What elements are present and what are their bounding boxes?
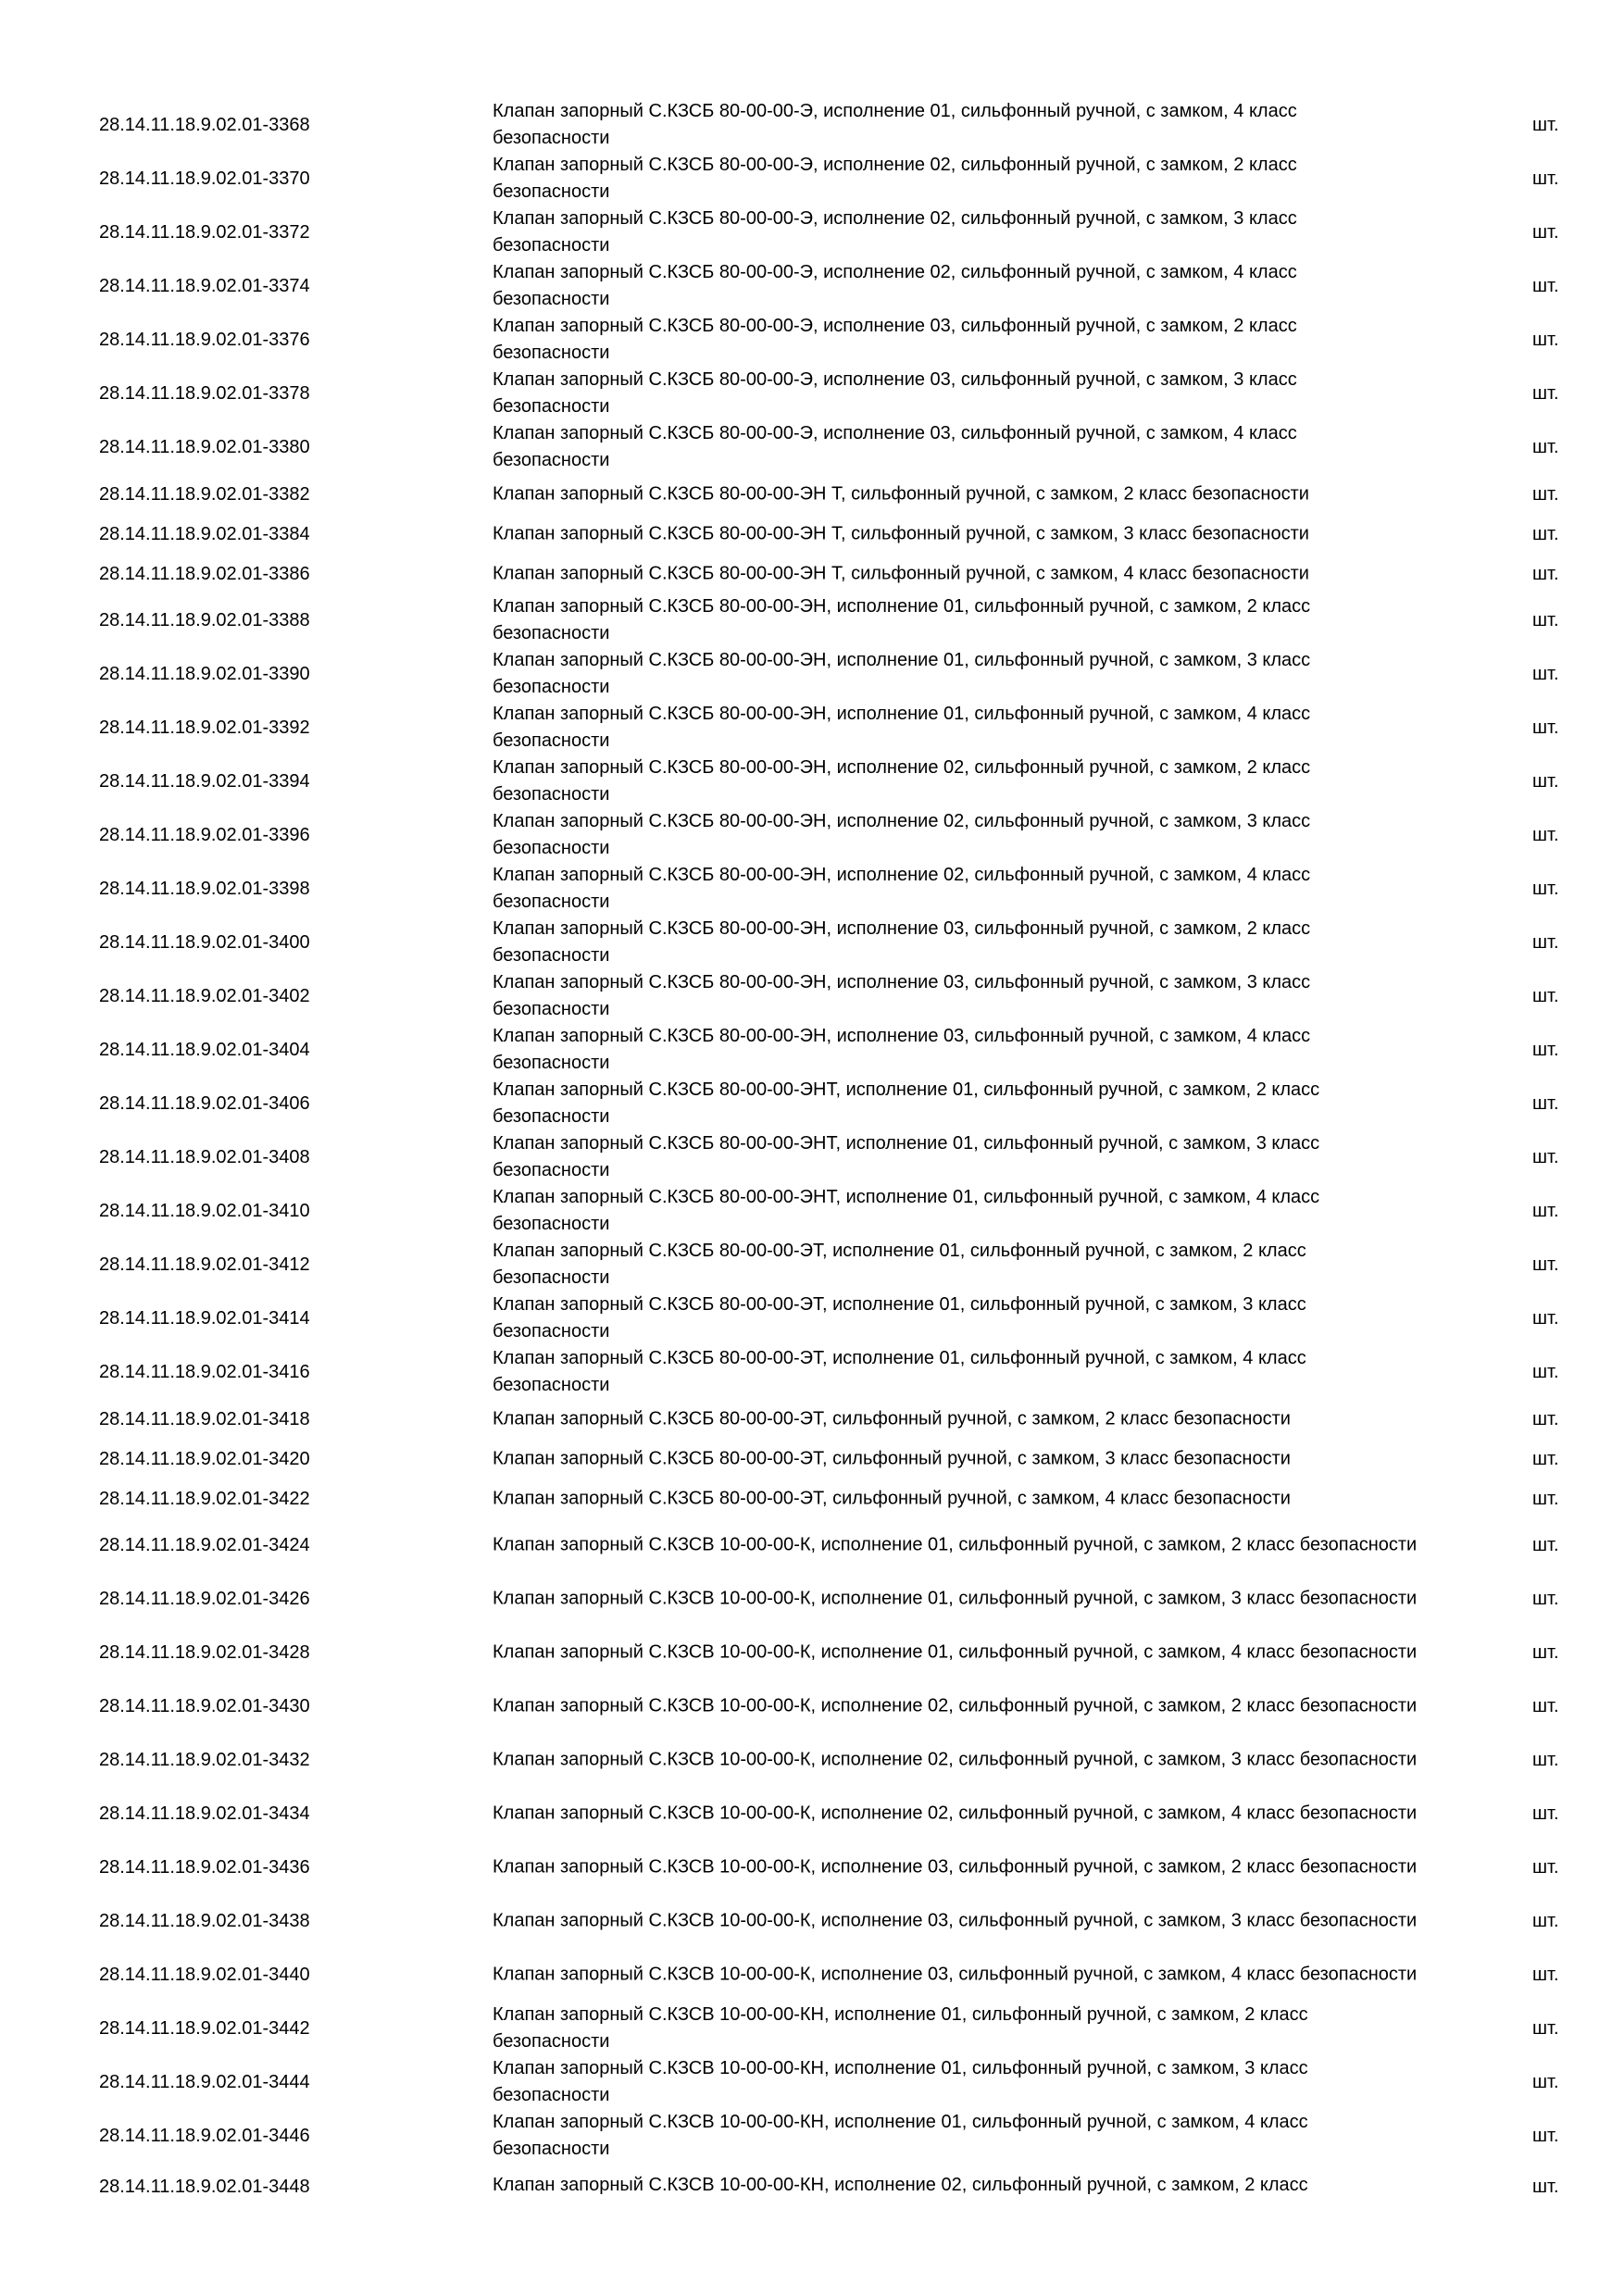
item-code: 28.14.11.18.9.02.01-3384 xyxy=(99,523,310,544)
item-unit: шт. xyxy=(1532,1254,1559,1275)
item-code: 28.14.11.18.9.02.01-3430 xyxy=(99,1696,310,1716)
table-row xyxy=(0,1733,1624,1787)
table-row xyxy=(0,514,1624,554)
item-code: 28.14.11.18.9.02.01-3394 xyxy=(99,771,310,792)
item-unit: шт. xyxy=(1532,1448,1559,1469)
item-description: Клапан запорный С.КЗСВ 10-00-00-К, исполнение 03, сильфонный ручной, с замком, 3 класс безопасности xyxy=(493,1910,1418,1931)
item-code: 28.14.11.18.9.02.01-3414 xyxy=(99,1308,310,1329)
item-description: Клапан запорный С.КЗСВ 10-00-00-К, исполнение 02, сильфонный ручной, с замком, 3 класс безопасности xyxy=(493,1749,1418,1770)
item-description: Клапан запорный С.КЗСБ 80-00-00-ЭТ, исполнение 01, сильфонный ручной, с замком, 3 класс безопасности xyxy=(493,1294,1306,1341)
table-row xyxy=(0,1077,1624,1130)
table-row xyxy=(0,1787,1624,1841)
item-code: 28.14.11.18.9.02.01-3420 xyxy=(99,1448,310,1469)
item-unit: шт. xyxy=(1532,1040,1559,1060)
item-code: 28.14.11.18.9.02.01-3378 xyxy=(99,383,310,404)
table-row xyxy=(0,1894,1624,1948)
item-code: 28.14.11.18.9.02.01-3426 xyxy=(99,1589,310,1609)
table-row xyxy=(0,1518,1624,1572)
price-table xyxy=(0,98,1624,2203)
item-unit: шт. xyxy=(1532,1147,1559,1167)
item-unit: шт. xyxy=(1532,610,1559,630)
item-code: 28.14.11.18.9.02.01-3388 xyxy=(99,610,310,630)
item-description: Клапан запорный С.КЗСБ 80-00-00-ЭТ, исполнение 01, сильфонный ручной, с замком, 2 класс безопасности xyxy=(493,1241,1306,1288)
item-description: Клапан запорный С.КЗСВ 10-00-00-К, исполнение 02, сильфонный ручной, с замком, 4 класс безопасности xyxy=(493,1803,1418,1824)
item-unit: шт. xyxy=(1532,718,1559,738)
item-code: 28.14.11.18.9.02.01-3424 xyxy=(99,1535,310,1555)
item-code: 28.14.11.18.9.02.01-3444 xyxy=(99,2072,310,2092)
table-row xyxy=(0,1238,1624,1292)
item-code: 28.14.11.18.9.02.01-3400 xyxy=(99,932,310,953)
item-description: Клапан запорный С.КЗСВ 10-00-00-К, исполнение 03, сильфонный ручной, с замком, 2 класс безопасности xyxy=(493,1856,1418,1878)
item-description: Клапан запорный С.КЗСВ 10-00-00-К, исполнение 02, сильфонный ручной, с замком, 2 класс безопасности xyxy=(493,1695,1418,1716)
table-row xyxy=(0,1841,1624,1894)
item-unit: шт. xyxy=(1532,1857,1559,1878)
item-description: Клапан запорный С.КЗСБ 80-00-00-Э, исполнение 03, сильфонный ручной, с замком, 4 класс безопасности xyxy=(493,423,1297,470)
item-unit: шт. xyxy=(1532,664,1559,684)
item-unit: шт. xyxy=(1532,986,1559,1006)
item-code: 28.14.11.18.9.02.01-3442 xyxy=(99,2018,310,2039)
item-unit: шт. xyxy=(1532,1589,1559,1609)
item-unit: шт. xyxy=(1532,1803,1559,1824)
item-unit: шт. xyxy=(1532,1408,1559,1429)
table-row xyxy=(0,2055,1624,2109)
item-description: Клапан запорный С.КЗСБ 80-00-00-ЭН, исполнение 02, сильфонный ручной, с замком, 4 класс безопасности xyxy=(493,865,1311,912)
item-code: 28.14.11.18.9.02.01-3432 xyxy=(99,1750,310,1770)
item-unit: шт. xyxy=(1532,2177,1559,2197)
item-description: Клапан запорный С.КЗСБ 80-00-00-ЭН, исполнение 01, сильфонный ручной, с замком, 2 класс безопасности xyxy=(493,596,1311,643)
item-code: 28.14.11.18.9.02.01-3398 xyxy=(99,879,310,899)
item-code: 28.14.11.18.9.02.01-3380 xyxy=(99,437,310,457)
item-code: 28.14.11.18.9.02.01-3446 xyxy=(99,2126,310,2146)
item-description: Клапан запорный С.КЗСБ 80-00-00-ЭНТ, исполнение 01, сильфонный ручной, с замком, 4 класс безопасности xyxy=(493,1187,1320,1234)
table-row xyxy=(0,1023,1624,1077)
table-row xyxy=(0,862,1624,916)
table-row xyxy=(0,1626,1624,1679)
item-unit: шт. xyxy=(1532,115,1559,135)
item-description: Клапан запорный С.КЗСБ 80-00-00-ЭТ, сильфонный ручной, с замком, 4 класс безопасности xyxy=(493,1488,1291,1508)
item-unit: шт. xyxy=(1532,1308,1559,1329)
item-description: Клапан запорный С.КЗСБ 80-00-00-Э, исполнение 02, сильфонный ручной, с замком, 4 класс безопасности xyxy=(493,262,1297,309)
table-row xyxy=(0,1130,1624,1184)
item-code: 28.14.11.18.9.02.01-3406 xyxy=(99,1093,310,1114)
item-code: 28.14.11.18.9.02.01-3438 xyxy=(99,1911,310,1931)
item-code: 28.14.11.18.9.02.01-3374 xyxy=(99,276,310,296)
item-unit: шт. xyxy=(1532,2126,1559,2146)
item-code: 28.14.11.18.9.02.01-3370 xyxy=(99,168,310,189)
table-row xyxy=(0,647,1624,701)
item-description: Клапан запорный С.КЗСБ 80-00-00-ЭН, исполнение 03, сильфонный ручной, с замком, 2 класс безопасности xyxy=(493,918,1311,966)
item-code: 28.14.11.18.9.02.01-3448 xyxy=(99,2177,310,2197)
item-code: 28.14.11.18.9.02.01-3410 xyxy=(99,1201,310,1221)
table-row xyxy=(0,755,1624,808)
table-row xyxy=(0,98,1624,152)
item-code: 28.14.11.18.9.02.01-3434 xyxy=(99,1803,310,1824)
item-description: Клапан запорный С.КЗСБ 80-00-00-ЭН, исполнение 03, сильфонный ручной, с замком, 3 класс безопасности xyxy=(493,972,1311,1019)
item-code: 28.14.11.18.9.02.01-3428 xyxy=(99,1642,310,1663)
item-description: Клапан запорный С.КЗСБ 80-00-00-ЭН, исполнение 02, сильфонный ручной, с замком, 3 класс безопасности xyxy=(493,811,1311,858)
table-row xyxy=(0,1572,1624,1626)
item-unit: шт. xyxy=(1532,1965,1559,1985)
table-row xyxy=(0,1679,1624,1733)
item-description: Клапан запорный С.КЗСБ 80-00-00-Э, исполнение 03, сильфонный ручной, с замком, 3 класс безопасности xyxy=(493,369,1297,417)
item-description: Клапан запорный С.КЗСВ 10-00-00-КН, исполнение 02, сильфонный ручной, с замком, 2 класс xyxy=(493,2175,1308,2195)
item-unit: шт. xyxy=(1532,932,1559,953)
table-row xyxy=(0,1184,1624,1238)
table-row xyxy=(0,808,1624,862)
table-row xyxy=(0,701,1624,755)
item-unit: шт. xyxy=(1532,383,1559,404)
item-description: Клапан запорный С.КЗСБ 80-00-00-Э, исполнение 01, сильфонный ручной, с замком, 4 класс безопасности xyxy=(493,101,1297,148)
item-unit: шт. xyxy=(1532,330,1559,350)
item-code: 28.14.11.18.9.02.01-3386 xyxy=(99,563,310,584)
item-code: 28.14.11.18.9.02.01-3404 xyxy=(99,1040,310,1060)
table-row xyxy=(0,2109,1624,2163)
item-code: 28.14.11.18.9.02.01-3440 xyxy=(99,1965,310,1985)
table-row xyxy=(0,1479,1624,1518)
item-description: Клапан запорный С.КЗСБ 80-00-00-ЭН Т, сильфонный ручной, с замком, 2 класс безопасности xyxy=(493,483,1309,504)
item-code: 28.14.11.18.9.02.01-3376 xyxy=(99,330,310,350)
table-row xyxy=(0,474,1624,514)
item-description: Клапан запорный С.КЗСВ 10-00-00-КН, исполнение 01, сильфонный ручной, с замком, 3 класс безопасности xyxy=(493,2058,1308,2105)
table-row xyxy=(0,420,1624,474)
item-unit: шт. xyxy=(1532,437,1559,457)
item-unit: шт. xyxy=(1532,879,1559,899)
item-unit: шт. xyxy=(1532,276,1559,296)
item-unit: шт. xyxy=(1532,1642,1559,1663)
item-description: Клапан запорный С.КЗСБ 80-00-00-Э, исполнение 02, сильфонный ручной, с замком, 3 класс безопасности xyxy=(493,208,1297,256)
table-row xyxy=(0,554,1624,593)
item-unit: шт. xyxy=(1532,1535,1559,1555)
item-description: Клапан запорный С.КЗСБ 80-00-00-ЭН Т, сильфонный ручной, с замком, 4 класс безопасности xyxy=(493,563,1309,583)
item-code: 28.14.11.18.9.02.01-3396 xyxy=(99,825,310,845)
item-unit: шт. xyxy=(1532,1201,1559,1221)
item-description: Клапан запорный С.КЗСБ 80-00-00-Э, исполнение 03, сильфонный ручной, с замком, 2 класс безопасности xyxy=(493,316,1297,363)
item-description: Клапан запорный С.КЗСБ 80-00-00-ЭТ, сильфонный ручной, с замком, 2 класс безопасности xyxy=(493,1408,1291,1429)
item-unit: шт. xyxy=(1532,1093,1559,1114)
item-description: Клапан запорный С.КЗСВ 10-00-00-К, исполнение 01, сильфонный ручной, с замком, 2 класс безопасности xyxy=(493,1534,1418,1555)
item-code: 28.14.11.18.9.02.01-3368 xyxy=(99,115,310,135)
item-unit: шт. xyxy=(1532,563,1559,584)
item-unit: шт. xyxy=(1532,1750,1559,1770)
item-description: Клапан запорный С.КЗСБ 80-00-00-ЭТ, сильфонный ручной, с замком, 3 класс безопасности xyxy=(493,1448,1291,1468)
table-row xyxy=(0,969,1624,1023)
table-row xyxy=(0,593,1624,647)
item-unit: шт. xyxy=(1532,523,1559,544)
item-unit: шт. xyxy=(1532,1362,1559,1382)
table-row xyxy=(0,2002,1624,2055)
table-row xyxy=(0,1948,1624,2002)
item-unit: шт. xyxy=(1532,771,1559,792)
item-description: Клапан запорный С.КЗСБ 80-00-00-ЭТ, исполнение 01, сильфонный ручной, с замком, 4 класс безопасности xyxy=(493,1348,1306,1395)
item-description: Клапан запорный С.КЗСБ 80-00-00-ЭН, исполнение 02, сильфонный ручной, с замком, 2 класс безопасности xyxy=(493,757,1311,805)
item-description: Клапан запорный С.КЗСБ 80-00-00-ЭН, исполнение 03, сильфонный ручной, с замком, 4 класс безопасности xyxy=(493,1026,1311,1073)
item-description: Клапан запорный С.КЗСВ 10-00-00-КН, исполнение 01, сильфонный ручной, с замком, 2 класс безопасности xyxy=(493,2004,1308,2052)
item-unit: шт. xyxy=(1532,1488,1559,1509)
item-code: 28.14.11.18.9.02.01-3436 xyxy=(99,1857,310,1878)
item-code: 28.14.11.18.9.02.01-3392 xyxy=(99,718,310,738)
table-row xyxy=(0,313,1624,367)
item-description: Клапан запорный С.КЗСВ 10-00-00-К, исполнение 03, сильфонный ручной, с замком, 4 класс безопасности xyxy=(493,1964,1418,1985)
item-code: 28.14.11.18.9.02.01-3412 xyxy=(99,1254,310,1275)
item-description: Клапан запорный С.КЗСБ 80-00-00-ЭНТ, исполнение 01, сильфонный ручной, с замком, 3 класс безопасности xyxy=(493,1133,1320,1180)
table-row xyxy=(0,1439,1624,1479)
item-code: 28.14.11.18.9.02.01-3402 xyxy=(99,986,310,1006)
item-code: 28.14.11.18.9.02.01-3408 xyxy=(99,1147,310,1167)
table-row xyxy=(0,1292,1624,1345)
item-unit: шт. xyxy=(1532,222,1559,243)
item-description: Клапан запорный С.КЗСБ 80-00-00-ЭНТ, исполнение 01, сильфонный ручной, с замком, 2 класс безопасности xyxy=(493,1079,1320,1127)
item-unit: шт. xyxy=(1532,2072,1559,2092)
item-description: Клапан запорный С.КЗСБ 80-00-00-Э, исполнение 02, сильфонный ручной, с замком, 2 класс безопасности xyxy=(493,155,1297,202)
item-unit: шт. xyxy=(1532,825,1559,845)
table-row xyxy=(0,206,1624,259)
item-description: Клапан запорный С.КЗСВ 10-00-00-КН, исполнение 01, сильфонный ручной, с замком, 4 класс безопасности xyxy=(493,2112,1308,2159)
table-row xyxy=(0,1399,1624,1439)
table-row xyxy=(0,2163,1624,2203)
table-row xyxy=(0,916,1624,969)
table-row xyxy=(0,367,1624,420)
item-code: 28.14.11.18.9.02.01-3390 xyxy=(99,664,310,684)
item-description: Клапан запорный С.КЗСБ 80-00-00-ЭН, исполнение 01, сильфонный ручной, с замком, 3 класс безопасности xyxy=(493,650,1311,697)
item-unit: шт. xyxy=(1532,1911,1559,1931)
item-unit: шт. xyxy=(1532,2018,1559,2039)
item-unit: шт. xyxy=(1532,1696,1559,1716)
item-description: Клапан запорный С.КЗСВ 10-00-00-К, исполнение 01, сильфонный ручной, с замком, 3 класс безопасности xyxy=(493,1588,1418,1609)
item-code: 28.14.11.18.9.02.01-3416 xyxy=(99,1362,310,1382)
item-description: Клапан запорный С.КЗСБ 80-00-00-ЭН Т, сильфонный ручной, с замком, 3 класс безопасности xyxy=(493,523,1309,543)
item-unit: шт. xyxy=(1532,168,1559,189)
table-row xyxy=(0,152,1624,206)
item-code: 28.14.11.18.9.02.01-3372 xyxy=(99,222,310,243)
table-row xyxy=(0,259,1624,313)
item-code: 28.14.11.18.9.02.01-3418 xyxy=(99,1408,310,1429)
item-description: Клапан запорный С.КЗСБ 80-00-00-ЭН, исполнение 01, сильфонный ручной, с замком, 4 класс безопасности xyxy=(493,704,1311,751)
item-description: Клапан запорный С.КЗСВ 10-00-00-К, исполнение 01, сильфонный ручной, с замком, 4 класс безопасности xyxy=(493,1641,1418,1663)
item-unit: шт. xyxy=(1532,483,1559,505)
table-row xyxy=(0,1345,1624,1399)
item-code: 28.14.11.18.9.02.01-3422 xyxy=(99,1488,310,1509)
item-code: 28.14.11.18.9.02.01-3382 xyxy=(99,483,310,505)
